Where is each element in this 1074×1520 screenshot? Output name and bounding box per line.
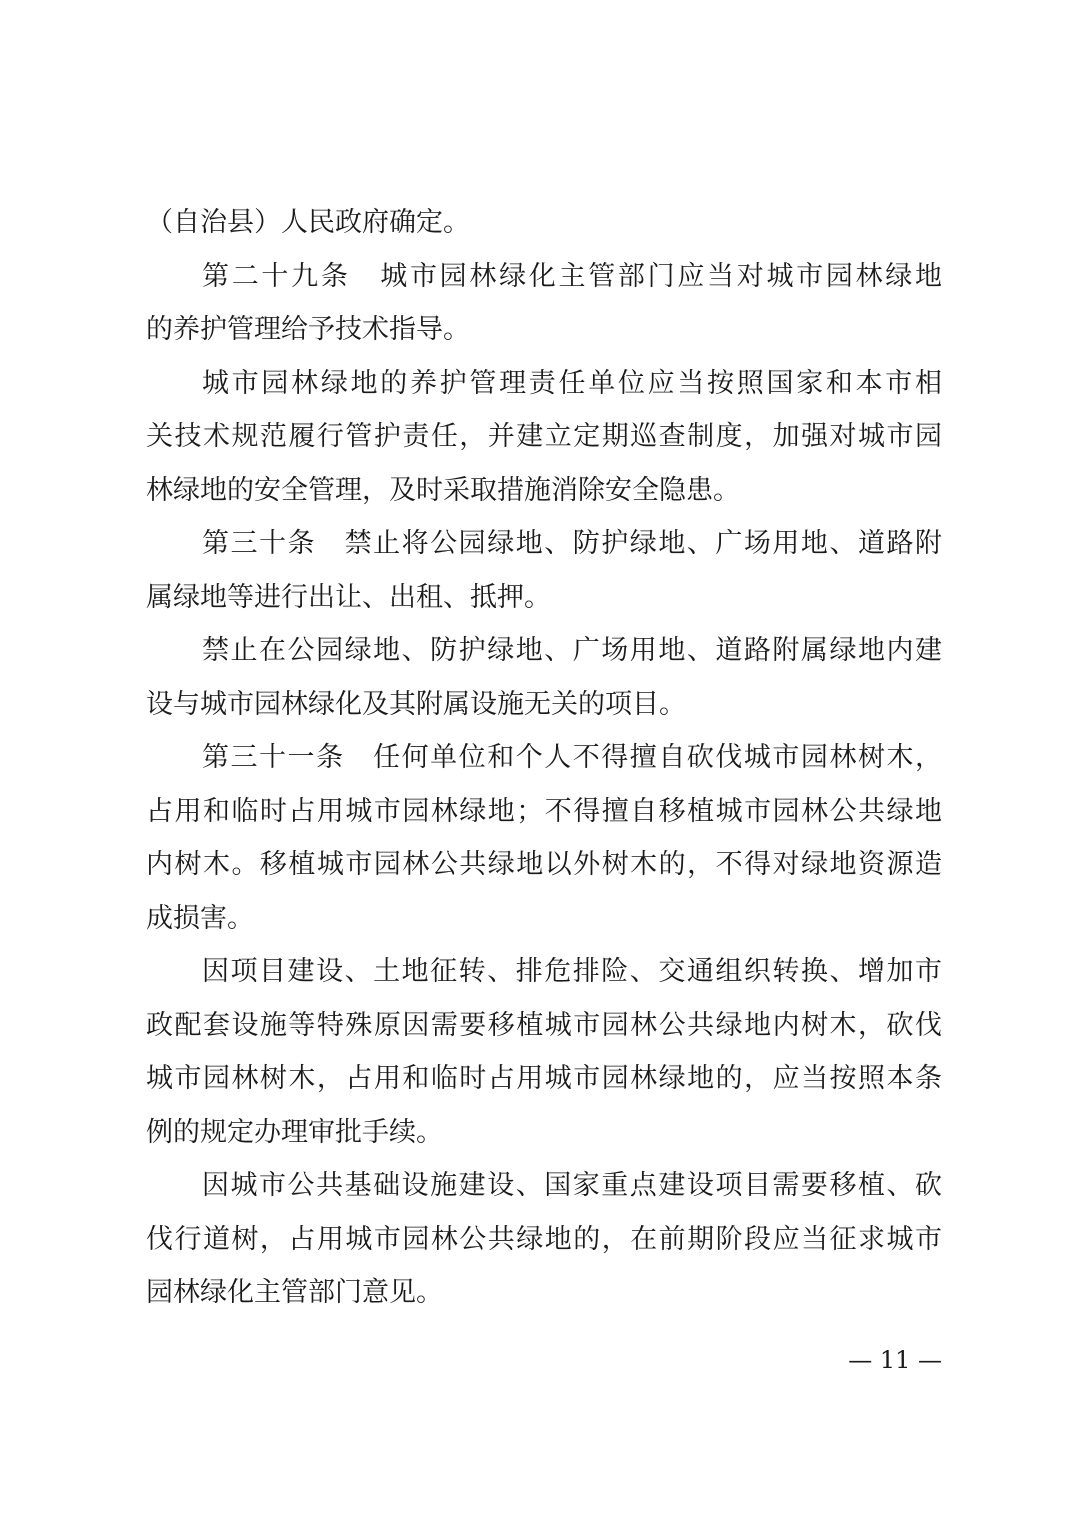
- regulation-text: [146, 196, 942, 1320]
- text-line: 伐行道树，占用城市园林公共绿地的，在前期阶段应当征求城市: [146, 1223, 942, 1255]
- text-line: 政配套设施等特殊原因需要移植城市园林公共绿地内树木，砍伐: [146, 1009, 942, 1041]
- text-line: 因城市公共基础设施建设、国家重点建设项目需要移植、砍: [202, 1170, 942, 1201]
- text-line: 禁止在公园绿地、防护绿地、广场用地、道路附属绿地内建: [202, 635, 942, 666]
- page-number: — 11 —: [848, 1346, 942, 1374]
- article-31-heading-line: 第三十一条 任何单位和个人不得擅自砍伐城市园林树木，: [202, 742, 942, 773]
- article-30-heading-line: 第三十条 禁止将公园绿地、防护绿地、广场用地、道路附: [202, 528, 942, 559]
- text-line: 关技术规范履行管护责任，并建立定期巡查制度，加强对城市园: [146, 421, 942, 452]
- text-line: 例的规定办理审批手续。: [146, 1116, 443, 1148]
- text-line: 占用和临时占用城市园林绿地；不得擅自移植城市园林公共绿地: [146, 795, 942, 827]
- text-line: 的养护管理给予技术指导。: [146, 314, 470, 345]
- text-line: 属绿地等进行出让、出租、抵押。: [146, 581, 551, 613]
- text-line: 园林绿化主管部门意见。: [146, 1277, 443, 1308]
- text-line: 成损害。: [146, 902, 254, 934]
- text-line: 林绿地的安全管理，及时采取措施消除安全隐患。: [146, 474, 740, 506]
- text-line: 内树木。移植城市园林公共绿地以外树木的，不得对绿地资源造: [146, 849, 942, 880]
- text-line: 设与城市园林绿化及其附属设施无关的项目。: [146, 688, 686, 720]
- article-29-heading-line: 第二十九条 城市园林绿化主管部门应当对城市园林绿地: [202, 260, 942, 292]
- text-line: 城市园林树木，占用和临时占用城市园林绿地的，应当按照本条: [146, 1063, 942, 1094]
- text-line: 城市园林绿地的养护管理责任单位应当按照国家和本市相: [202, 367, 942, 399]
- text-line: （自治县）人民政府确定。: [146, 207, 470, 238]
- text-line: 因项目建设、土地征转、排危排险、交通组织转换、增加市: [202, 956, 942, 987]
